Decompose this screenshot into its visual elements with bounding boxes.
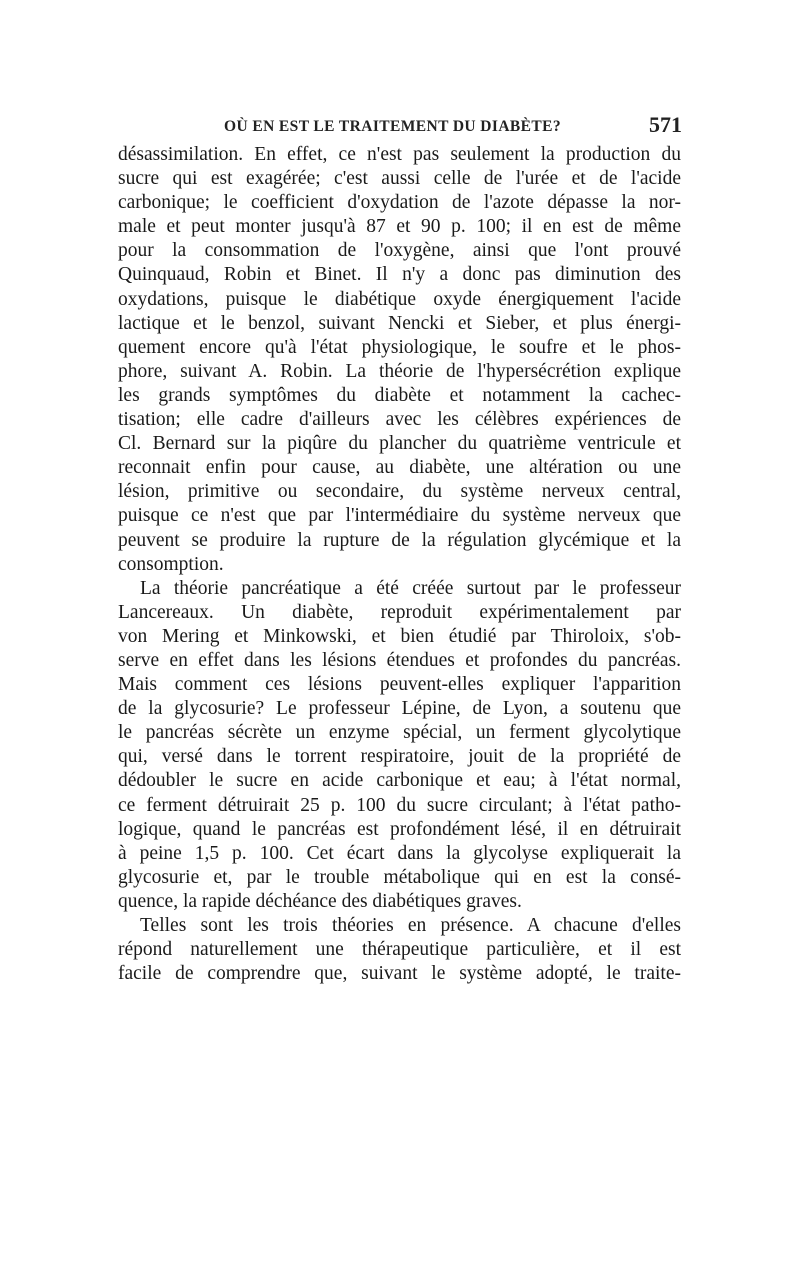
page-number: 571 [649,112,682,137]
text-line: quence, la rapide déchéance des diabétiques graves. [118,890,522,912]
text-line: serve en effet dans les lésions étendues et profondes du pancréas. [118,649,681,671]
text-line: peuvent se produire la rupture de la régulation glycémique et la [118,529,681,551]
paragraph-3 [118,914,681,986]
text-line: Cl. Bernard sur la piqûre du plancher du quatrième ventricule et [118,433,681,455]
paragraph-1 [118,143,681,577]
body-text [118,143,681,986]
running-title: OÙ EN EST LE TRAITEMENT DU DIABÈTE? [224,118,562,135]
text-line: tisation; elle cadre d'ailleurs avec les célèbres expériences de [118,409,681,431]
text-line: répond naturellement une thérapeutique particulière, et il est [118,939,681,961]
text-line: qui, versé dans le torrent respiratoire, jouit de la propriété de [118,746,681,768]
running-head [118,110,682,140]
text-line: sucre qui est exagérée; c'est aussi celle de l'urée et de l'acide [118,168,681,190]
text-line: von Mering et Minkowski, et bien étudié par Thiroloix, s'ob- [118,625,681,647]
paragraph-2 [118,577,681,914]
text-line: le pancréas sécrète un enzyme spécial, un ferment glycolytique [118,722,681,744]
text-line: lactique et le benzol, suivant Nencki et Sieber, et plus énergi- [118,312,681,334]
text-line: Telles sont les trois théories en présence. A chacune d'elles [140,915,681,936]
text-line: de la glycosurie? Le professeur Lépine, de Lyon, a soutenu que [118,698,681,720]
text-line: les grands symptômes du diabète et notamment la cachec- [118,384,681,406]
text-line: carbonique; le coefficient d'oxydation de l'azote dépasse la nor- [118,192,681,214]
text-line: ce ferment détruirait 25 p. 100 du sucre circulant; à l'état patho- [118,794,681,816]
text-line: dédoubler le sucre en acide carbonique et eau; à l'état normal, [118,770,681,792]
text-line: lésion, primitive ou secondaire, du système nerveux central, [118,481,681,503]
text-line: consomption. [118,553,224,575]
text-line: quement encore qu'à l'état physiologique, le soufre et le phos- [118,336,681,358]
text-line: Mais comment ces lésions peuvent-elles expliquer l'apparition [118,674,681,696]
text-line: reconnait enfin pour cause, au diabète, une altération ou une [118,457,681,479]
text-line: oxydations, puisque le diabétique oxyde énergiquement l'acide [118,288,681,310]
text-line: facile de comprendre que, suivant le système adopté, le traite- [118,963,681,985]
text-line: La théorie pancréatique a été créée surtout par le professeur [140,577,681,599]
text-line: Quinquaud, Robin et Binet. Il n'y a donc pas diminution des [118,264,681,286]
text-line: male et peut monter jusqu'à 87 et 90 p. 100; il en est de même [118,216,681,238]
text-line: glycosurie et, par le trouble métabolique qui en est la consé- [118,866,681,888]
text-line: à peine 1,5 p. 100. Cet écart dans la glycolyse expliquerait la [118,842,681,864]
text-line: puisque ce n'est que par l'intermédiaire du système nerveux que [118,505,681,527]
text-line: phore, suivant A. Robin. La théorie de l'hypersécrétion explique [118,360,681,382]
text-line: désassimilation. En effet, ce n'est pas seulement la production du [118,144,681,165]
text-line: logique, quand le pancréas est profondément lésé, il en détruirait [118,818,681,840]
text-line: Lancereaux. Un diabète, reproduit expérimentalement par [118,601,681,623]
text-line: pour la consommation de l'oxygène, ainsi que l'ont prouvé [118,240,681,262]
